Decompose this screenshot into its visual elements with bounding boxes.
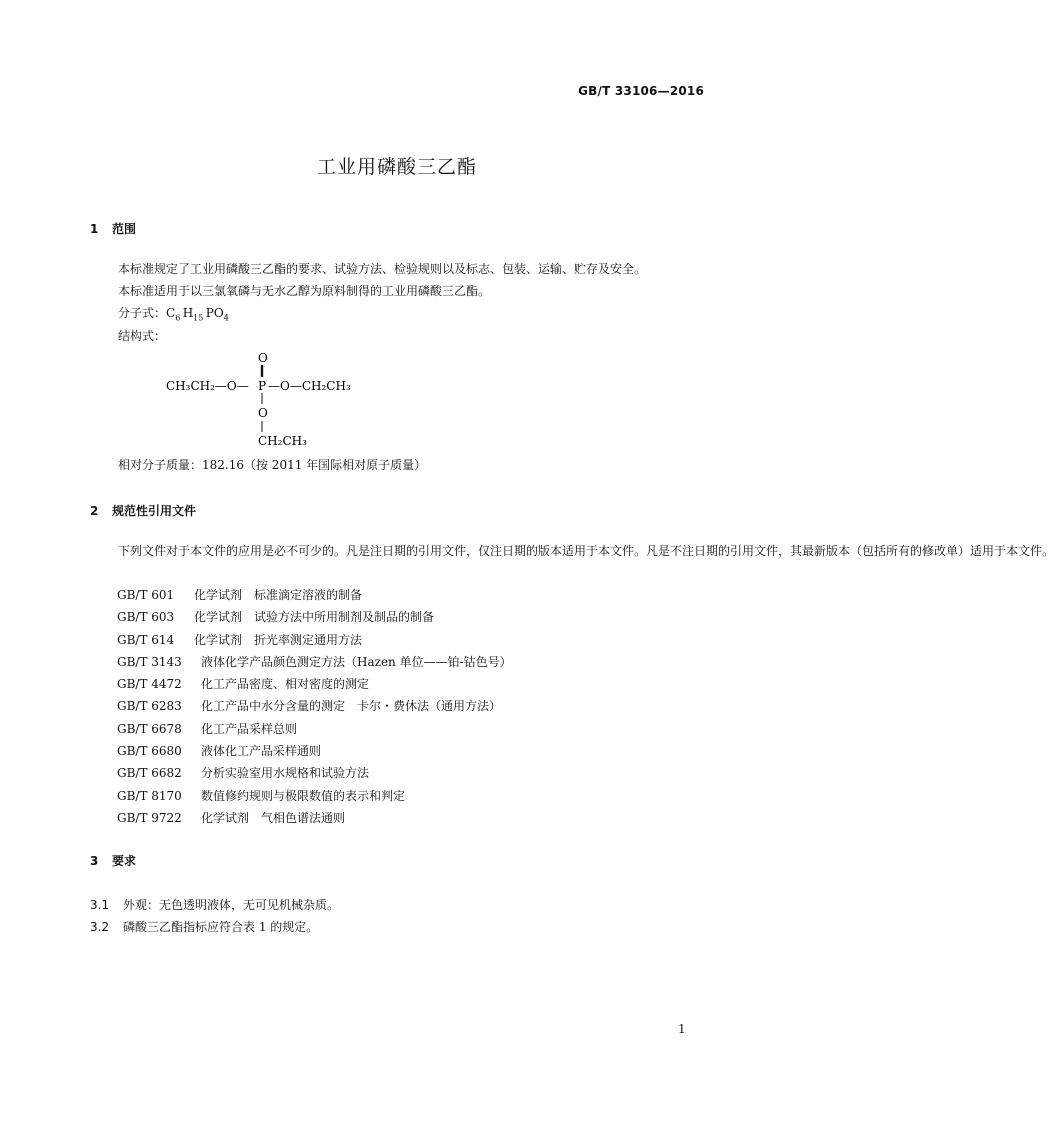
reference-item (117, 695, 512, 717)
clause-number: 3.1 (90, 898, 110, 912)
section-2-heading (90, 502, 196, 519)
reference-code: GB/T 6678 (117, 721, 182, 736)
reference-title: 化学试剂 标准滴定溶液的制备 (194, 588, 363, 602)
formula-label: 分子式： (118, 306, 167, 320)
reference-code: GB/T 9722 (117, 810, 182, 825)
structure-right-group: —O—CH₂CH₃ (268, 379, 351, 393)
reference-item (117, 718, 512, 740)
reference-item (117, 762, 512, 784)
formula-hydrogen-count: 15 (193, 313, 204, 323)
section-3-heading (90, 852, 136, 869)
reference-item (117, 584, 512, 606)
structure-phosphorus: P (258, 379, 267, 393)
standard-code: GB/T 33106—2016 (578, 84, 704, 98)
structure-label: 结构式： (118, 329, 167, 343)
document-title: 工业用磷酸三乙酯 (316, 156, 477, 178)
formula-hydrogen: H (182, 306, 194, 320)
reference-item (117, 651, 512, 673)
reference-title: 化学试剂 试验方法中所用制剂及制品的制备 (194, 610, 435, 625)
section-1-heading (90, 220, 136, 237)
structure-o-bottom: O (258, 406, 268, 420)
reference-item (117, 606, 512, 628)
reference-title: 液体化工产品采样通则 (201, 744, 322, 759)
reference-code: GB/T 603 (117, 610, 175, 625)
formula-carbon: C (166, 306, 176, 320)
reference-title: 化学试剂 折光率测定通用方法 (194, 632, 363, 647)
structure-bottom-group: CH₂CH₃ (258, 434, 307, 448)
reference-code: GB/T 6680 (117, 744, 182, 759)
structural-formula (160, 348, 380, 450)
reference-code: GB/T 601 (117, 588, 175, 602)
molecular-mass: 相对分子质量：182.16（按 2011 年国际相对原子质量） (118, 458, 427, 472)
reference-item (117, 785, 512, 807)
reference-item (117, 740, 512, 762)
reference-title: 数值修约规则与极限数值的表示和判定 (201, 788, 406, 803)
reference-code: GB/T 614 (117, 632, 175, 647)
section-number: 2 (90, 504, 99, 518)
reference-item (117, 673, 512, 695)
reference-item (117, 629, 512, 651)
section-title: 要求 (112, 854, 137, 868)
reference-title: 化工产品密度、相对密度的测定 (201, 677, 370, 692)
clause-text: 外观：无色透明液体，无可见机械杂质。 (123, 898, 340, 912)
section-number: 3 (90, 854, 99, 868)
clause-text: 磷酸三乙酯指标应符合表 1 的规定。 (123, 920, 319, 934)
reference-code: GB/T 3143 (117, 654, 182, 669)
reference-title: 分析实验室用水规格和试验方法 (201, 766, 370, 781)
reference-code: GB/T 6283 (117, 699, 182, 714)
reference-code: GB/T 6682 (117, 766, 182, 781)
references-intro (90, 540, 1054, 562)
structure-o-top: O (258, 351, 268, 365)
structure-left-group: CH₃CH₂—O— (166, 379, 249, 393)
reference-title: 化学试剂 气相色谱法通则 (201, 810, 346, 825)
reference-title: 化工产品中水分含量的测定 卡尔・费休法（通用方法） (201, 699, 502, 714)
scope-line-1: 本标准规定了工业用磷酸三乙酯的要求、试验方法、检验规则以及标志、包装、运输、贮存及安全。 (118, 262, 647, 276)
reference-title: 化工产品采样总则 (201, 721, 298, 736)
formula-phosphate: PO (205, 306, 224, 320)
formula-oxygen-count: 4 (223, 313, 229, 323)
clause-3-2 (90, 916, 318, 938)
reference-title: 液体化学产品颜色测定方法（Hazen 单位——铂-钴色号） (201, 654, 512, 669)
clause-number: 3.2 (90, 920, 110, 934)
scope-line-2: 本标准适用于以三氯氧磷与无水乙醇为原料制得的工业用磷酸三乙酯。 (118, 284, 491, 298)
reference-list (117, 584, 512, 829)
formula-carbon-count: 6 (175, 313, 181, 323)
reference-code: GB/T 8170 (117, 788, 182, 803)
clause-3-1 (90, 894, 339, 916)
section-title: 规范性引用文件 (112, 504, 197, 518)
section-number: 1 (90, 222, 99, 236)
reference-code: GB/T 4472 (117, 677, 182, 692)
page-number: 1 (678, 1022, 686, 1036)
section-title: 范围 (112, 222, 137, 236)
references-intro-text: 下列文件对于本文件的应用是必不可少的。凡是注日期的引用文件，仅注日期的版本适用于本文件。凡是不注日期的引用文件，其最新版本（包括所有的修改单）适用于本文件。 (118, 544, 1054, 558)
reference-item (117, 807, 512, 829)
